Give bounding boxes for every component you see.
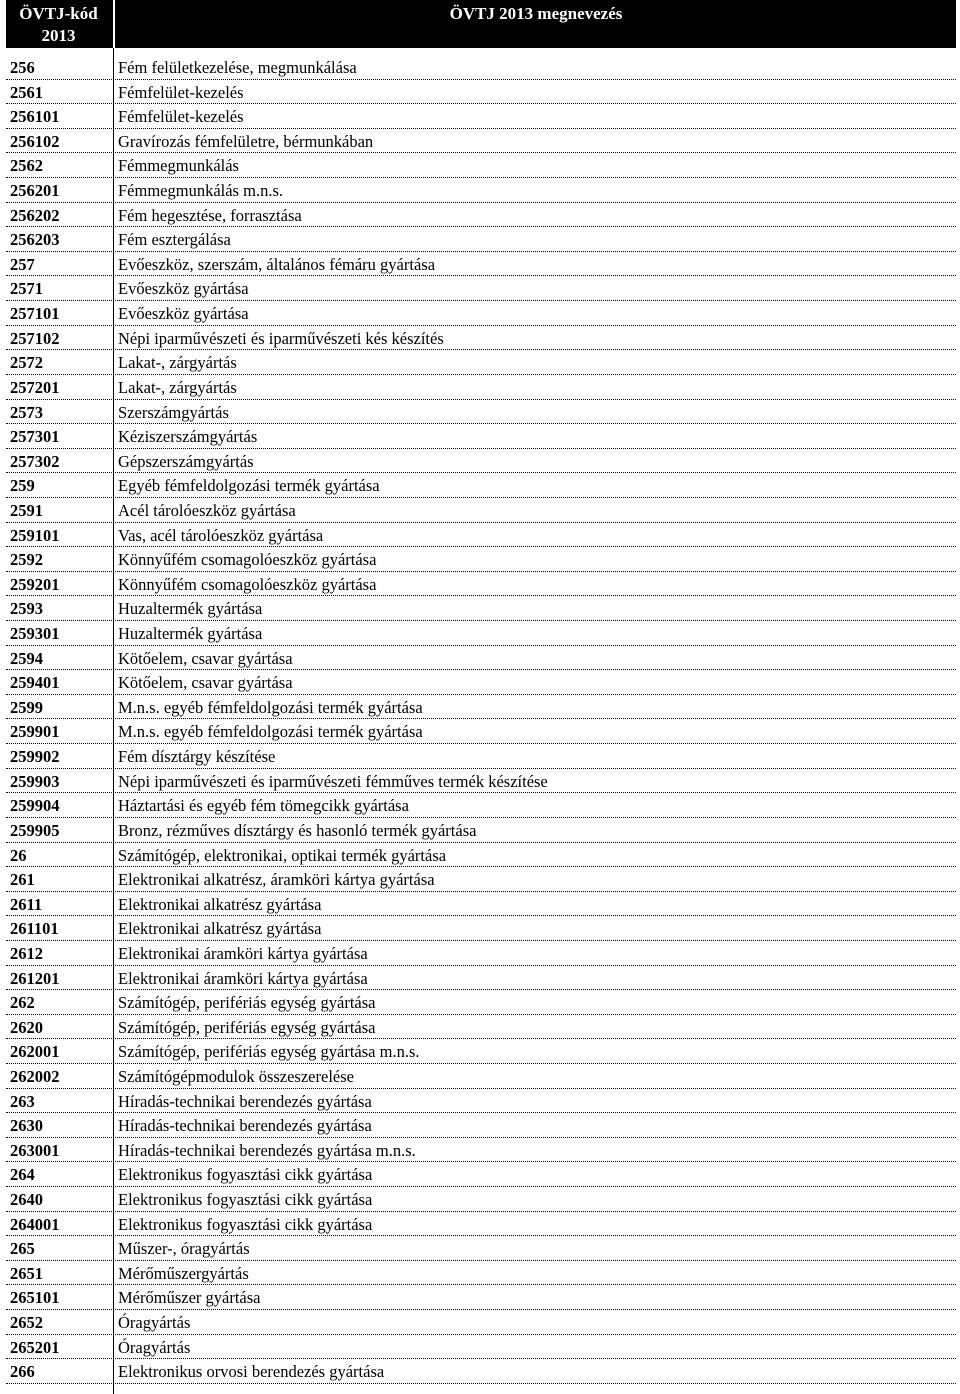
row-code: 257101 bbox=[10, 304, 60, 324]
row-name: Népi iparművészeti és iparművészeti fémműves termék készítése bbox=[118, 771, 548, 791]
table-row bbox=[6, 1113, 956, 1138]
table-row bbox=[6, 1015, 956, 1040]
code-table bbox=[6, 0, 956, 1394]
row-name: Fém esztergálása bbox=[118, 230, 231, 250]
row-name: Evőeszköz gyártása bbox=[118, 304, 249, 324]
table-row bbox=[6, 1212, 956, 1237]
table-row bbox=[6, 80, 956, 105]
header-code-line2: 2013 bbox=[41, 26, 76, 45]
row-name: Evőeszköz gyártása bbox=[118, 279, 249, 299]
row-name: Számítógép, perifériás egység gyártása m.n.s. bbox=[118, 1042, 420, 1062]
table-row bbox=[6, 449, 956, 474]
row-name: Vas, acél tárolóeszköz gyártása bbox=[118, 525, 324, 545]
row-code: 2599 bbox=[10, 697, 43, 717]
row-name: Fémmegmunkálás bbox=[118, 156, 239, 176]
row-name: Egyéb fémfeldolgozási termék gyártása bbox=[118, 476, 380, 496]
row-name: Elektronikai alkatrész gyártása bbox=[118, 894, 322, 914]
table-row bbox=[6, 203, 956, 228]
table-row bbox=[6, 400, 956, 425]
table-row bbox=[6, 523, 956, 548]
row-code: 256 bbox=[10, 58, 35, 77]
row-code: 259101 bbox=[10, 525, 60, 545]
table-row bbox=[6, 276, 956, 301]
row-name: Számítógépmodulok összeszerelése bbox=[118, 1066, 354, 1086]
row-name: Fémmegmunkálás m.n.s. bbox=[118, 181, 283, 201]
row-name: Acél tárolóeszköz gyártása bbox=[118, 500, 296, 520]
row-name: Könnyűfém csomagolóeszköz gyártása bbox=[118, 550, 377, 570]
row-name: Elektronikai áramköri kártya gyártása bbox=[118, 943, 368, 963]
row-name: M.n.s. egyéb fémfeldolgozási termék gyártása bbox=[118, 722, 423, 742]
table-row bbox=[6, 326, 956, 351]
table-row bbox=[6, 1089, 956, 1114]
table-row bbox=[6, 793, 956, 818]
header-code-column bbox=[6, 3, 111, 47]
table-row bbox=[6, 1359, 956, 1384]
row-code: 265 bbox=[10, 1239, 35, 1259]
row-code: 2572 bbox=[10, 353, 43, 373]
row-name: Elektronikai alkatrész, áramköri kártya gyártása bbox=[118, 870, 435, 890]
row-name: Huzaltermék gyártása bbox=[118, 599, 263, 619]
row-name: Háztartási és egyéb fém tömegcikk gyártása bbox=[118, 796, 409, 816]
row-name: Óragyártás bbox=[118, 1313, 191, 1333]
row-code: 2561 bbox=[10, 82, 43, 102]
row-name: Fém dísztárgy készítése bbox=[118, 747, 276, 767]
row-code: 262002 bbox=[10, 1066, 60, 1086]
table-row bbox=[6, 916, 956, 941]
row-code: 2630 bbox=[10, 1116, 43, 1136]
row-name: Számítógép, perifériás egység gyártása bbox=[118, 1017, 376, 1037]
row-name: Szerszámgyártás bbox=[118, 402, 229, 422]
row-code: 257302 bbox=[10, 451, 60, 471]
row-code: 2611 bbox=[10, 894, 43, 914]
table-row bbox=[6, 843, 956, 868]
row-code: 2592 bbox=[10, 550, 43, 570]
table-row bbox=[6, 769, 956, 794]
row-code: 2651 bbox=[10, 1263, 43, 1283]
table-row bbox=[6, 1187, 956, 1212]
table-row bbox=[6, 178, 956, 203]
table-row bbox=[6, 1162, 956, 1187]
row-code: 259905 bbox=[10, 820, 60, 840]
table-row bbox=[6, 990, 956, 1015]
row-name: Evőeszköz, szerszám, általános fémáru gyártása bbox=[118, 254, 436, 274]
table-row bbox=[6, 572, 956, 597]
row-name: Fém felületkezelése, megmunkálása bbox=[118, 58, 357, 77]
row-code: 257102 bbox=[10, 328, 60, 348]
header-separator bbox=[113, 0, 115, 48]
table-row bbox=[6, 1064, 956, 1089]
row-code: 263001 bbox=[10, 1140, 60, 1160]
row-code: 256102 bbox=[10, 131, 60, 151]
row-name: Elektronikus fogyasztási cikk gyártása bbox=[118, 1165, 373, 1185]
row-code: 2591 bbox=[10, 500, 43, 520]
row-name: Kötőelem, csavar gyártása bbox=[118, 648, 293, 668]
row-code: 259901 bbox=[10, 722, 60, 742]
table-row bbox=[6, 301, 956, 326]
row-name: Számítógép, elektronikai, optikai termék gyártása bbox=[118, 845, 447, 865]
table-row bbox=[6, 1138, 956, 1163]
row-code: 256201 bbox=[10, 181, 60, 201]
table-row bbox=[6, 867, 956, 892]
table-body bbox=[6, 55, 956, 1384]
row-code: 265101 bbox=[10, 1288, 60, 1308]
row-code: 261101 bbox=[10, 919, 59, 939]
row-code: 2652 bbox=[10, 1313, 43, 1333]
table-row bbox=[6, 818, 956, 843]
row-name: Bronz, rézműves dísztárgy és hasonló termék gyártása bbox=[118, 820, 477, 840]
row-code: 257301 bbox=[10, 427, 60, 447]
header-name-column: ÖVTJ 2013 megnevezés bbox=[449, 4, 623, 23]
row-name: Mérőműszergyártás bbox=[118, 1263, 249, 1283]
row-code: 264 bbox=[10, 1165, 35, 1185]
row-code: 263 bbox=[10, 1091, 35, 1111]
row-code: 256202 bbox=[10, 205, 60, 225]
table-row bbox=[6, 646, 956, 671]
row-code: 2612 bbox=[10, 943, 43, 963]
row-code: 2573 bbox=[10, 402, 43, 422]
row-name: M.n.s. egyéb fémfeldolgozási termék gyártása bbox=[118, 697, 423, 717]
table-row bbox=[6, 498, 956, 523]
row-name: Népi iparművészeti és iparművészeti kés készítés bbox=[118, 328, 444, 348]
row-code: 2562 bbox=[10, 156, 43, 176]
row-code: 259401 bbox=[10, 673, 60, 693]
row-name: Fémfelület-kezelés bbox=[118, 107, 244, 127]
row-code: 259301 bbox=[10, 624, 60, 644]
row-name: Gépszerszámgyártás bbox=[118, 451, 254, 471]
header-code-line1: ÖVTJ-kód bbox=[19, 4, 98, 23]
table-row bbox=[6, 424, 956, 449]
table-row bbox=[6, 1261, 956, 1286]
table-row bbox=[6, 596, 956, 621]
row-code: 2571 bbox=[10, 279, 43, 299]
table-row bbox=[6, 350, 956, 375]
table-row bbox=[6, 473, 956, 498]
row-name: Elektronikus orvosi berendezés gyártása bbox=[118, 1362, 385, 1382]
row-code: 259902 bbox=[10, 747, 60, 767]
table-row bbox=[6, 966, 956, 991]
table-row bbox=[6, 1335, 956, 1360]
table-row bbox=[6, 744, 956, 769]
row-name: Kéziszerszámgyártás bbox=[118, 427, 258, 447]
row-name: Műszer-, óragyártás bbox=[118, 1239, 250, 1259]
table-row bbox=[6, 621, 956, 646]
row-code: 262 bbox=[10, 993, 35, 1013]
row-name: Elektronikai alkatrész gyártása bbox=[118, 919, 322, 939]
table-row bbox=[6, 129, 956, 154]
row-name: Óragyártás bbox=[118, 1337, 191, 1357]
row-name: Híradás-technikai berendezés gyártása bbox=[118, 1116, 372, 1136]
table-row bbox=[6, 375, 956, 400]
table-row bbox=[6, 153, 956, 178]
table-row bbox=[6, 719, 956, 744]
table-row bbox=[6, 1039, 956, 1064]
row-name: Fémfelület-kezelés bbox=[118, 82, 244, 102]
table-row bbox=[6, 670, 956, 695]
row-name: Gravírozás fémfelületre, bérmunkában bbox=[118, 131, 374, 151]
row-code: 264001 bbox=[10, 1214, 60, 1234]
table-row bbox=[6, 941, 956, 966]
table-row bbox=[6, 547, 956, 572]
row-name: Híradás-technikai berendezés gyártása bbox=[118, 1091, 372, 1111]
row-name: Kötőelem, csavar gyártása bbox=[118, 673, 293, 693]
table-row bbox=[6, 104, 956, 129]
row-code: 261 bbox=[10, 870, 35, 890]
table-row bbox=[6, 1310, 956, 1335]
row-code: 259201 bbox=[10, 574, 60, 594]
row-code: 2620 bbox=[10, 1017, 43, 1037]
row-name: Számítógép, perifériás egység gyártása bbox=[118, 993, 376, 1013]
row-name: Híradás-technikai berendezés gyártása m.n.s. bbox=[118, 1140, 416, 1160]
row-code: 266 bbox=[10, 1362, 35, 1382]
table-row bbox=[6, 1285, 956, 1310]
row-code: 26 bbox=[10, 845, 27, 865]
row-name: Fém hegesztése, forrasztása bbox=[118, 205, 302, 225]
row-name: Elektronikai áramköri kártya gyártása bbox=[118, 968, 368, 988]
table-row bbox=[6, 892, 956, 917]
row-name: Mérőműszer gyártása bbox=[118, 1288, 261, 1308]
row-name: Könnyűfém csomagolóeszköz gyártása bbox=[118, 574, 377, 594]
row-code: 2594 bbox=[10, 648, 43, 668]
row-code: 259903 bbox=[10, 771, 60, 791]
row-code: 2593 bbox=[10, 599, 43, 619]
row-code: 257201 bbox=[10, 377, 60, 397]
row-name: Elektronikus fogyasztási cikk gyártása bbox=[118, 1190, 373, 1210]
row-code: 262001 bbox=[10, 1042, 60, 1062]
row-code: 257 bbox=[10, 254, 35, 274]
row-code: 256101 bbox=[10, 107, 60, 127]
table-row bbox=[6, 252, 956, 277]
row-code: 261201 bbox=[10, 968, 60, 988]
row-code: 265201 bbox=[10, 1337, 60, 1357]
row-code: 259 bbox=[10, 476, 35, 496]
table-row bbox=[6, 227, 956, 252]
row-code: 2640 bbox=[10, 1190, 43, 1210]
table-row bbox=[6, 55, 956, 80]
row-name: Lakat-, zárgyártás bbox=[118, 377, 237, 397]
row-name: Huzaltermék gyártása bbox=[118, 624, 263, 644]
table-row bbox=[6, 1236, 956, 1261]
row-code: 259904 bbox=[10, 796, 60, 816]
row-code: 256203 bbox=[10, 230, 60, 250]
row-name: Lakat-, zárgyártás bbox=[118, 353, 237, 373]
row-name: Elektronikus fogyasztási cikk gyártása bbox=[118, 1214, 373, 1234]
table-header bbox=[6, 0, 956, 48]
table-row bbox=[6, 695, 956, 720]
